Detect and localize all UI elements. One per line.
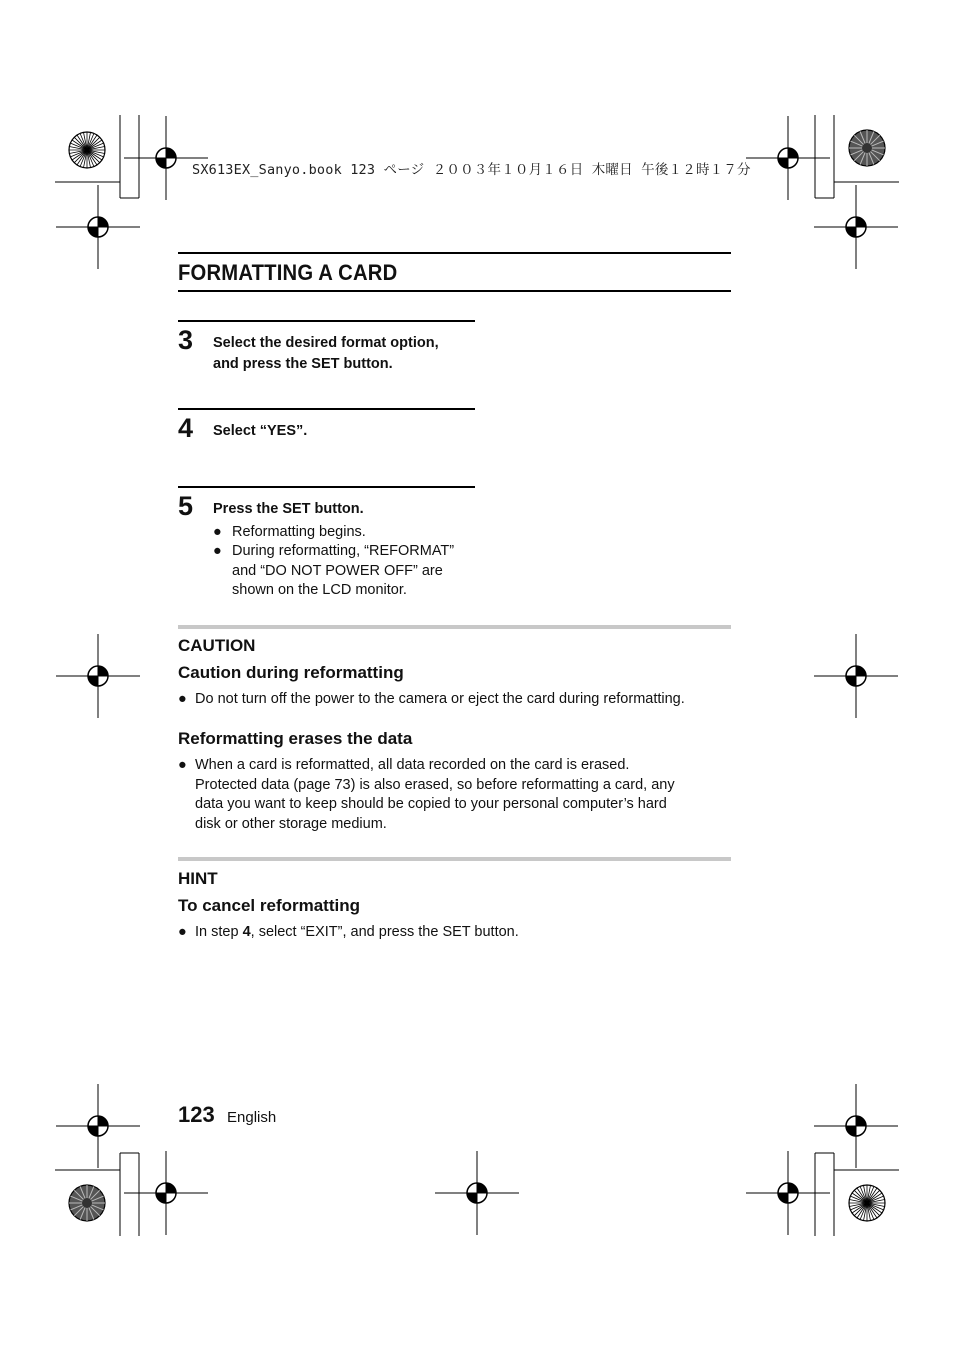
list-item: ● During reformatting, “REFORMAT” and “DO NOT POWER OFF” are shown on the LCD monitor.: [213, 543, 455, 598]
list-item: ● Do not turn off the power to the camera or eject the card during reformatting.: [178, 690, 738, 710]
step-number: 3: [178, 325, 194, 355]
caution-label: CAUTION: [178, 636, 256, 655]
list-item: ● When a card is reformatted, all data recorded on the card is erased. Protected data (page 73) is also erased, so before reformatting a card, any data you want to keep should be copied to your personal computer’s hard disk or other storage medium.: [178, 757, 675, 832]
page-title: FORMATTING A CARD: [178, 260, 398, 285]
step-3-text: Select the desired format option, and press the SET button.: [213, 335, 439, 372]
step-number: 5: [178, 491, 194, 521]
bullet-icon: ●: [178, 924, 187, 940]
bullet-icon: ●: [213, 543, 222, 559]
list-item: ● In step 4, select “EXIT”, and press the SET button.: [178, 923, 738, 943]
step-4-rule: [178, 408, 475, 410]
bullet-icon: ●: [178, 691, 187, 707]
caution-rule: [178, 625, 731, 629]
hint-heading: To cancel reformatting: [178, 896, 360, 915]
hint-label: HINT: [178, 869, 218, 888]
caution-heading: Caution during reformatting: [178, 663, 404, 682]
page-number: 123: [178, 1102, 215, 1127]
step-5-text: Press the SET button.: [213, 501, 364, 517]
title-bottom-rule: [178, 290, 731, 292]
bullet-icon: ●: [178, 757, 187, 773]
step-5-rule: [178, 486, 475, 488]
step-4-text: Select “YES”.: [213, 423, 308, 439]
bullet-icon: ●: [213, 524, 222, 540]
print-header: SX613EX_Sanyo.book 123 ページ ２００３年１０月１６日 木曜日 午後１２時１７分: [192, 162, 751, 178]
caution-heading: Reformatting erases the data: [178, 729, 413, 748]
list-item: ● Reformatting begins.: [213, 523, 493, 543]
step-3-rule: [178, 320, 475, 322]
hint-rule: [178, 857, 731, 861]
title-top-rule: [178, 252, 731, 254]
step-number: 4: [178, 413, 194, 443]
page-language: English: [227, 1109, 277, 1126]
